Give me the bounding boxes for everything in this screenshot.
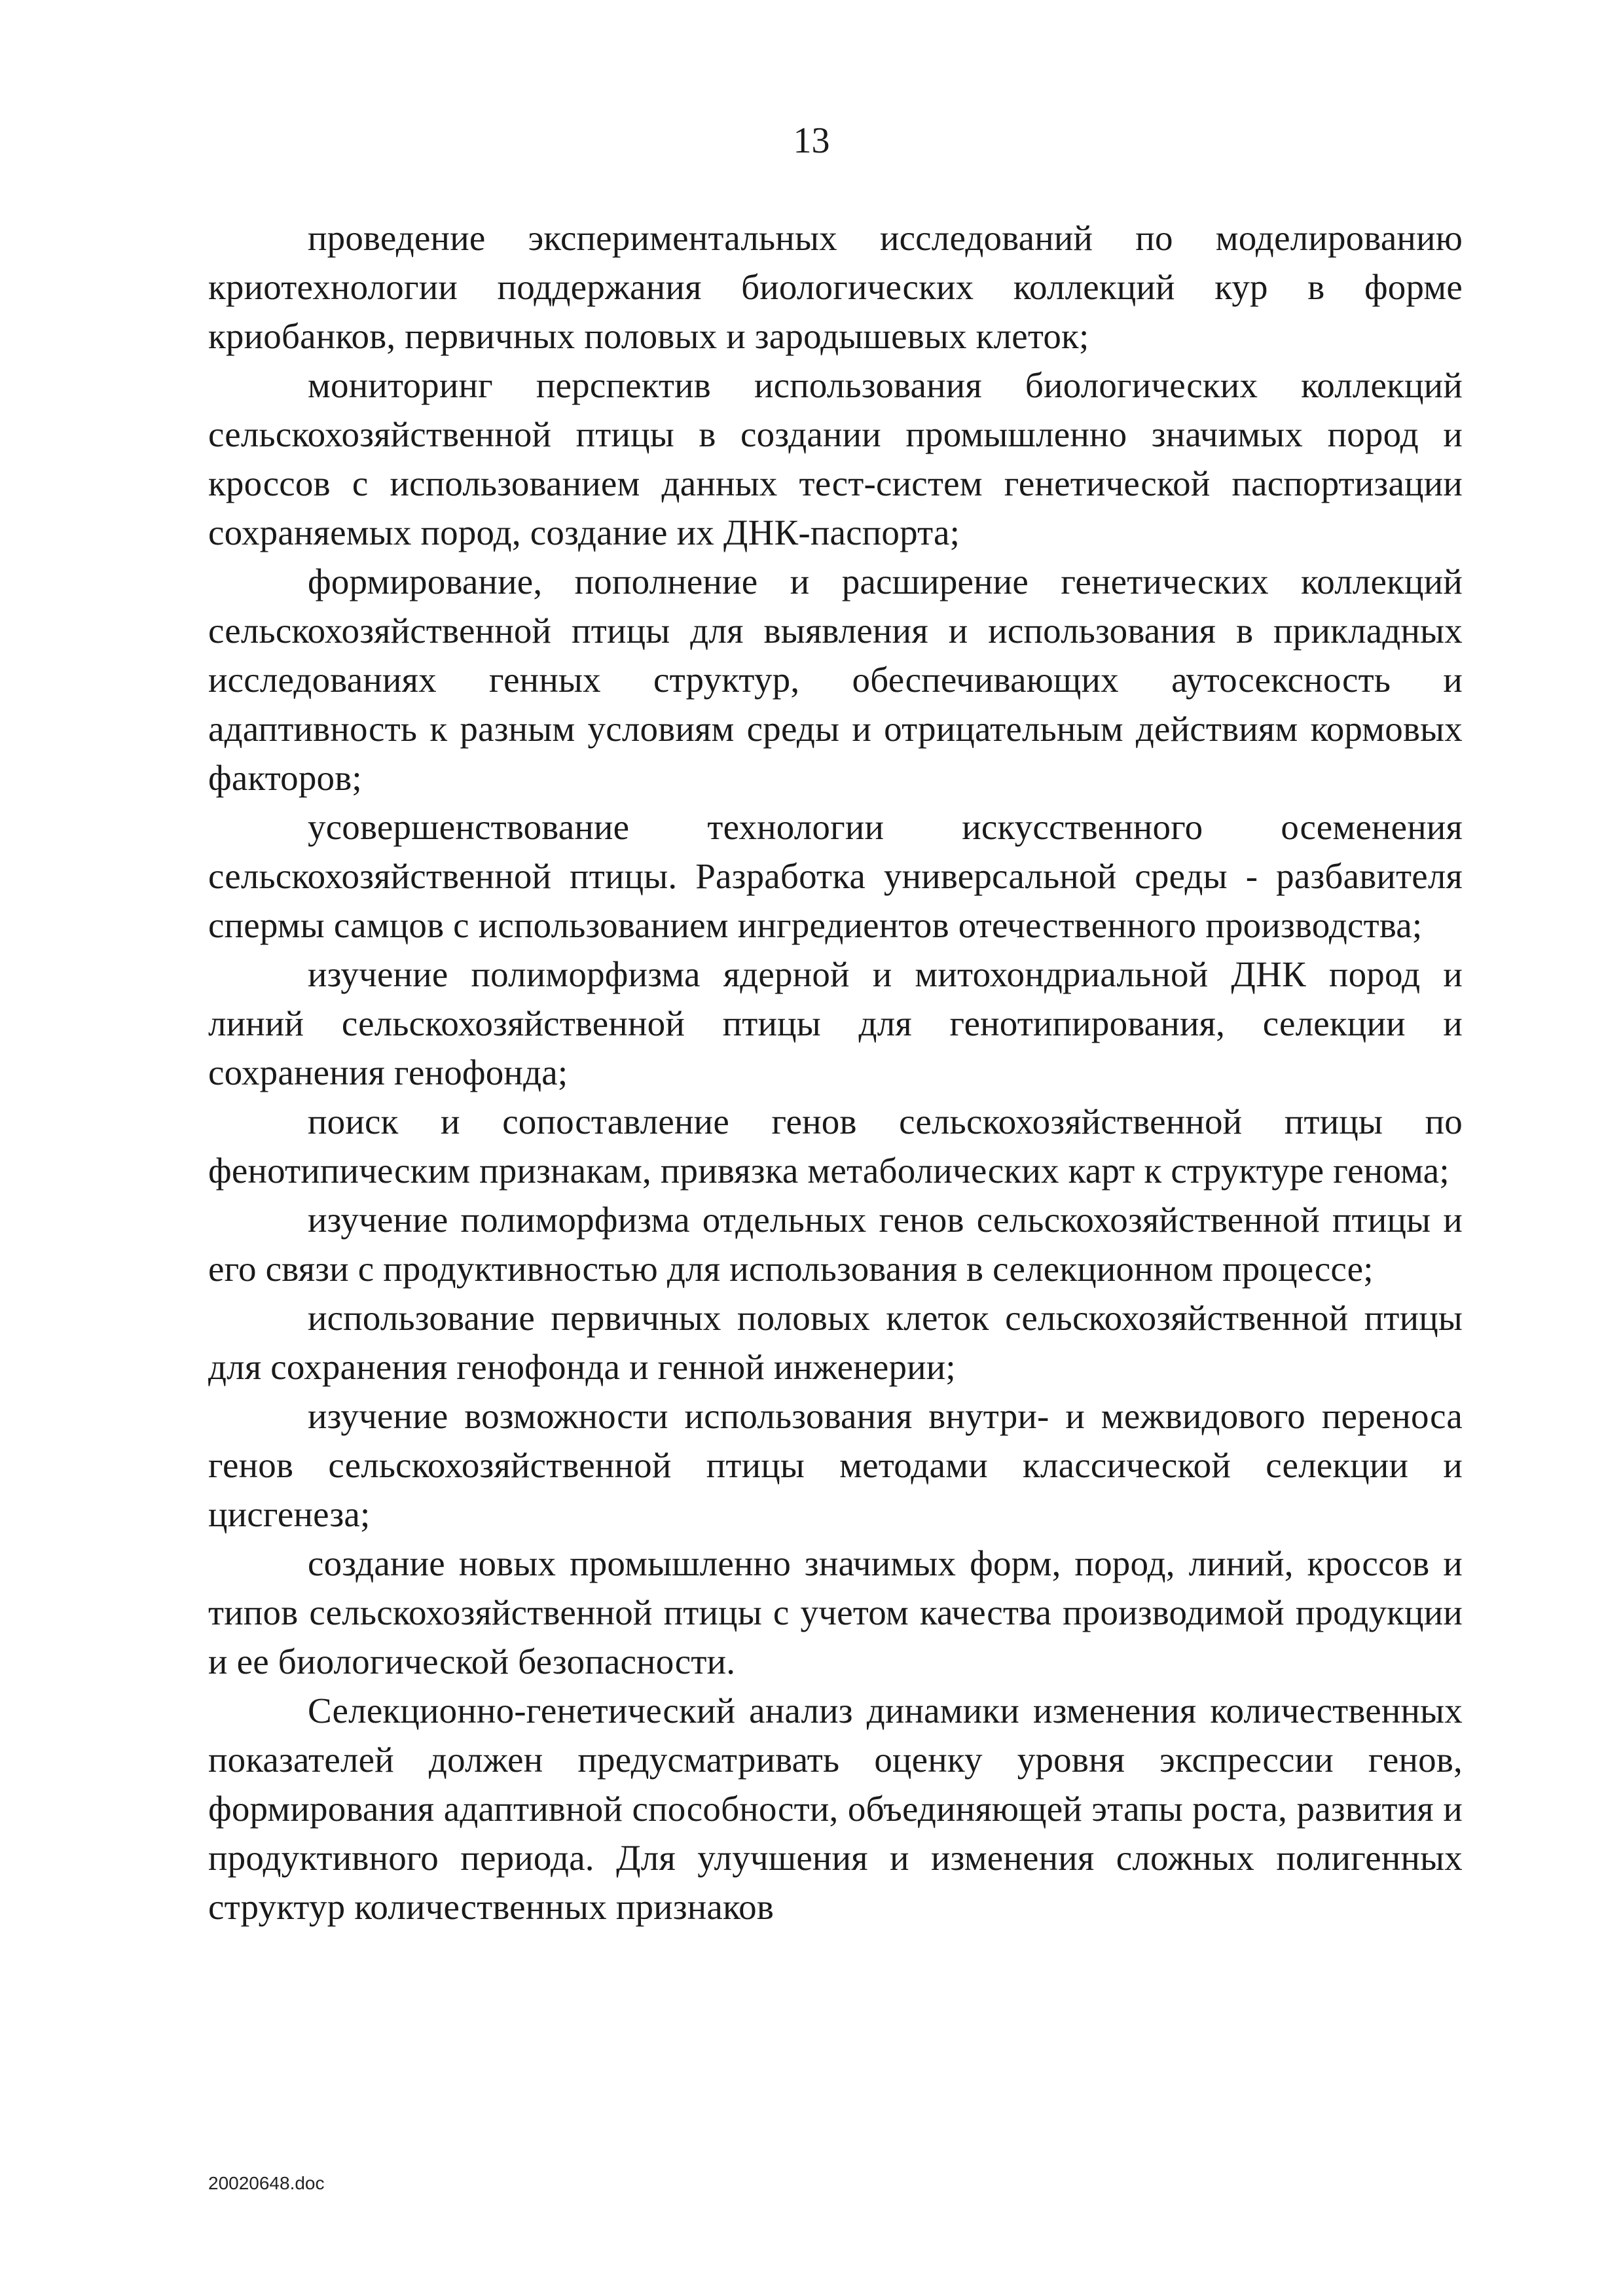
paragraph-collections: формирование, пополнение и расширение генетических коллекций сельскохозяйственной птицы для выявления и использования в прикладных исследованиях генных структур, обеспечивающих аутосексность и адаптивность к разным условиям среды и отрицательным действиям кормовых факторов; [208, 562, 1463, 798]
paragraph-monitoring: мониторинг перспектив использования биологических коллекций сельскохозяйственной птицы в создании промышленно значимых пород и кроссов с использованием данных тест-систем генетической паспортизации сохраняемых пород, создание их ДНК-паспорта; [208, 365, 1463, 552]
paragraph-new-forms: создание новых промышленно значимых форм, пород, линий, кроссов и типов сельскохозяйственной птицы с учетом качества производимой продукции и ее биологической безопасности. [208, 1543, 1463, 1681]
paragraph-insemination: усовершенствование технологии искусственного осеменения сельскохозяйственной птицы. Разработка универсальной среды - разбавителя спермы самцов с использованием ингредиентов отечественного производства; [208, 807, 1463, 945]
page-number: 13 [793, 120, 830, 161]
paragraph-genetic-analysis: Селекционно-генетический анализ динамики изменения количественных показателей должен предусматривать оценку уровня экспрессии генов, формирования адаптивной способности, объединяющей этапы роста, развития и продуктивного периода. Для улучшения и изменения сложных полигенных структур количественных признаков [208, 1691, 1463, 1927]
paragraph-gene-search: поиск и сопоставление генов сельскохозяйственной птицы по фенотипическим признакам, привязка метаболических карт к структуре генома; [208, 1102, 1463, 1191]
document-body [208, 213, 1463, 1931]
paragraph-primordial-cells: использование первичных половых клеток сельскохозяйственной птицы для сохранения генофонда и генной инженерии; [208, 1298, 1463, 1387]
footer-filename: 20020648.doc [208, 2173, 325, 2193]
paragraph-dna-polymorphism: изучение полиморфизма ядерной и митохондриальной ДНК пород и линий сельскохозяйственной птицы для генотипирования, селекции и сохранения генофонда; [208, 954, 1463, 1092]
paragraph-gene-polymorphism: изучение полиморфизма отдельных генов сельскохозяйственной птицы и его связи с продуктивностью для использования в селекционном процессе; [208, 1200, 1463, 1289]
paragraph-gene-transfer: изучение возможности использования внутри- и межвидового переноса генов сельскохозяйственной птицы методами классической селекции и цисгенеза; [208, 1396, 1463, 1534]
paragraph-cryotechnology: проведение экспериментальных исследований по моделированию криотехнологии поддержания биологических коллекций кур в форме криобанков, первичных половых и зародышевых клеток; [208, 218, 1463, 356]
